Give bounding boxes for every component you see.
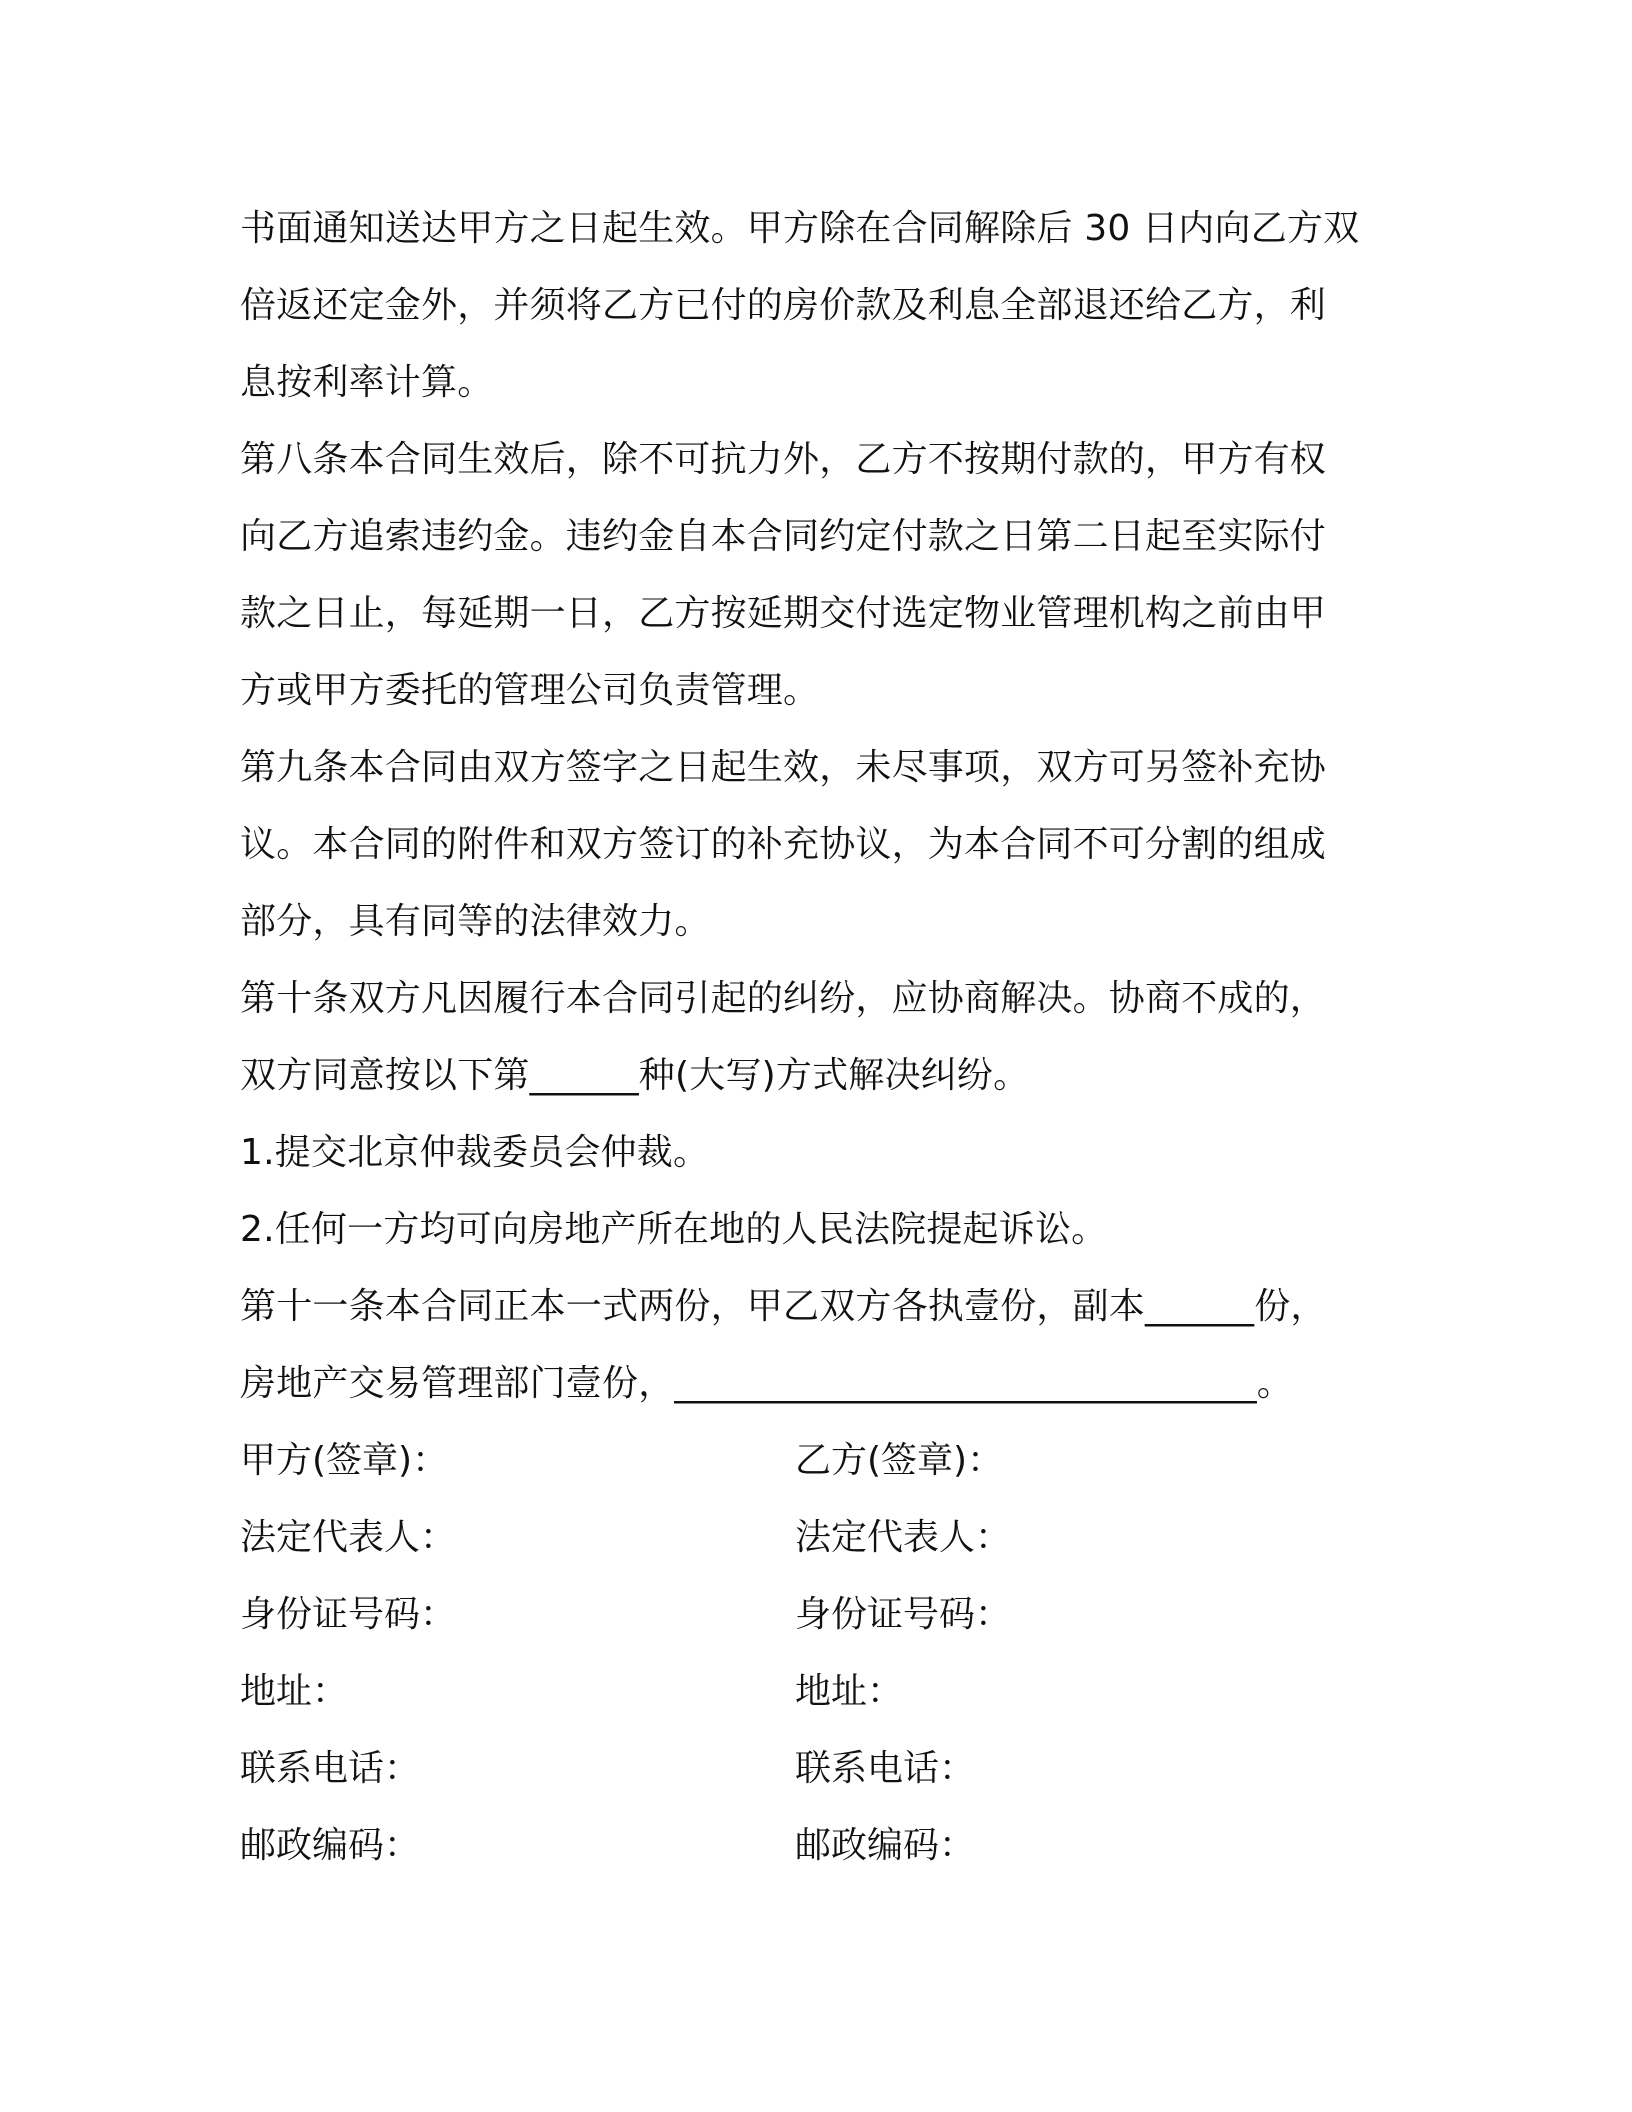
text-line: 书面通知送达甲方之日起生效。甲方除在合同解除后 30 日内向乙方双 <box>240 208 1360 249</box>
text-line: 部分，具有同等的法律效力。 <box>240 901 711 942</box>
text-line: 议。本合同的附件和双方签订的补充协议，为本合同不可分割的组成 <box>240 824 1327 865</box>
party-b-id-label: 身份证号码： <box>795 1594 1012 1635</box>
text-line: 向乙方追索违约金。违约金自本合同约定付款之日第二日起至实际付 <box>240 516 1327 557</box>
party-a-phone-label: 联系电话： <box>240 1748 421 1789</box>
party-a-seal-label: 甲方(签章)： <box>240 1440 449 1481</box>
signature-row <box>240 1730 1400 1807</box>
signature-row <box>240 1499 1400 1576</box>
signature-row <box>240 1807 1400 1884</box>
party-b-seal-label: 乙方(签章)： <box>795 1440 1004 1481</box>
text-line: 息按利率计算。 <box>240 362 494 403</box>
text-line: 双方同意按以下第______种(大写)方式解决纠纷。 <box>240 1055 1030 1096</box>
text-line: 方或甲方委托的管理公司负责管理。 <box>240 670 820 711</box>
party-b-postcode-label: 邮政编码： <box>795 1825 976 1866</box>
article-9-line: 第九条本合同由双方签字之日起生效，未尽事项，双方可另签补充协 <box>240 747 1327 788</box>
party-b-address-label: 地址： <box>795 1671 904 1712</box>
text-line: 款之日止，每延期一日，乙方按延期交付选定物业管理机构之前由甲 <box>240 593 1327 634</box>
signature-row <box>240 1653 1400 1730</box>
option-2-line: 2.任何一方均可向房地产所在地的人民法院提起诉讼。 <box>240 1209 1108 1250</box>
article-10-line: 第十条双方凡因履行本合同引起的纠纷，应协商解决。协商不成的， <box>240 978 1327 1019</box>
party-b-phone-label: 联系电话： <box>795 1748 976 1789</box>
option-1-line: 1.提交北京仲裁委员会仲裁。 <box>240 1132 710 1173</box>
party-a-postcode-label: 邮政编码： <box>240 1825 421 1866</box>
party-a-legal-rep-label: 法定代表人： <box>240 1517 457 1558</box>
signature-row <box>240 1422 1400 1499</box>
contract-body <box>240 190 1400 1884</box>
text-line: 房地产交易管理部门壹份，________________________________。 <box>240 1363 1293 1404</box>
article-8-line: 第八条本合同生效后，除不可抗力外，乙方不按期付款的，甲方有权 <box>240 439 1327 480</box>
article-11-line: 第十一条本合同正本一式两份，甲乙双方各执壹份，副本______份， <box>240 1286 1327 1327</box>
party-a-address-label: 地址： <box>240 1671 349 1712</box>
party-b-legal-rep-label: 法定代表人： <box>795 1517 1012 1558</box>
party-a-id-label: 身份证号码： <box>240 1594 457 1635</box>
text-line: 倍返还定金外，并须将乙方已付的房价款及利息全部退还给乙方，利 <box>240 285 1327 326</box>
signature-row <box>240 1576 1400 1653</box>
